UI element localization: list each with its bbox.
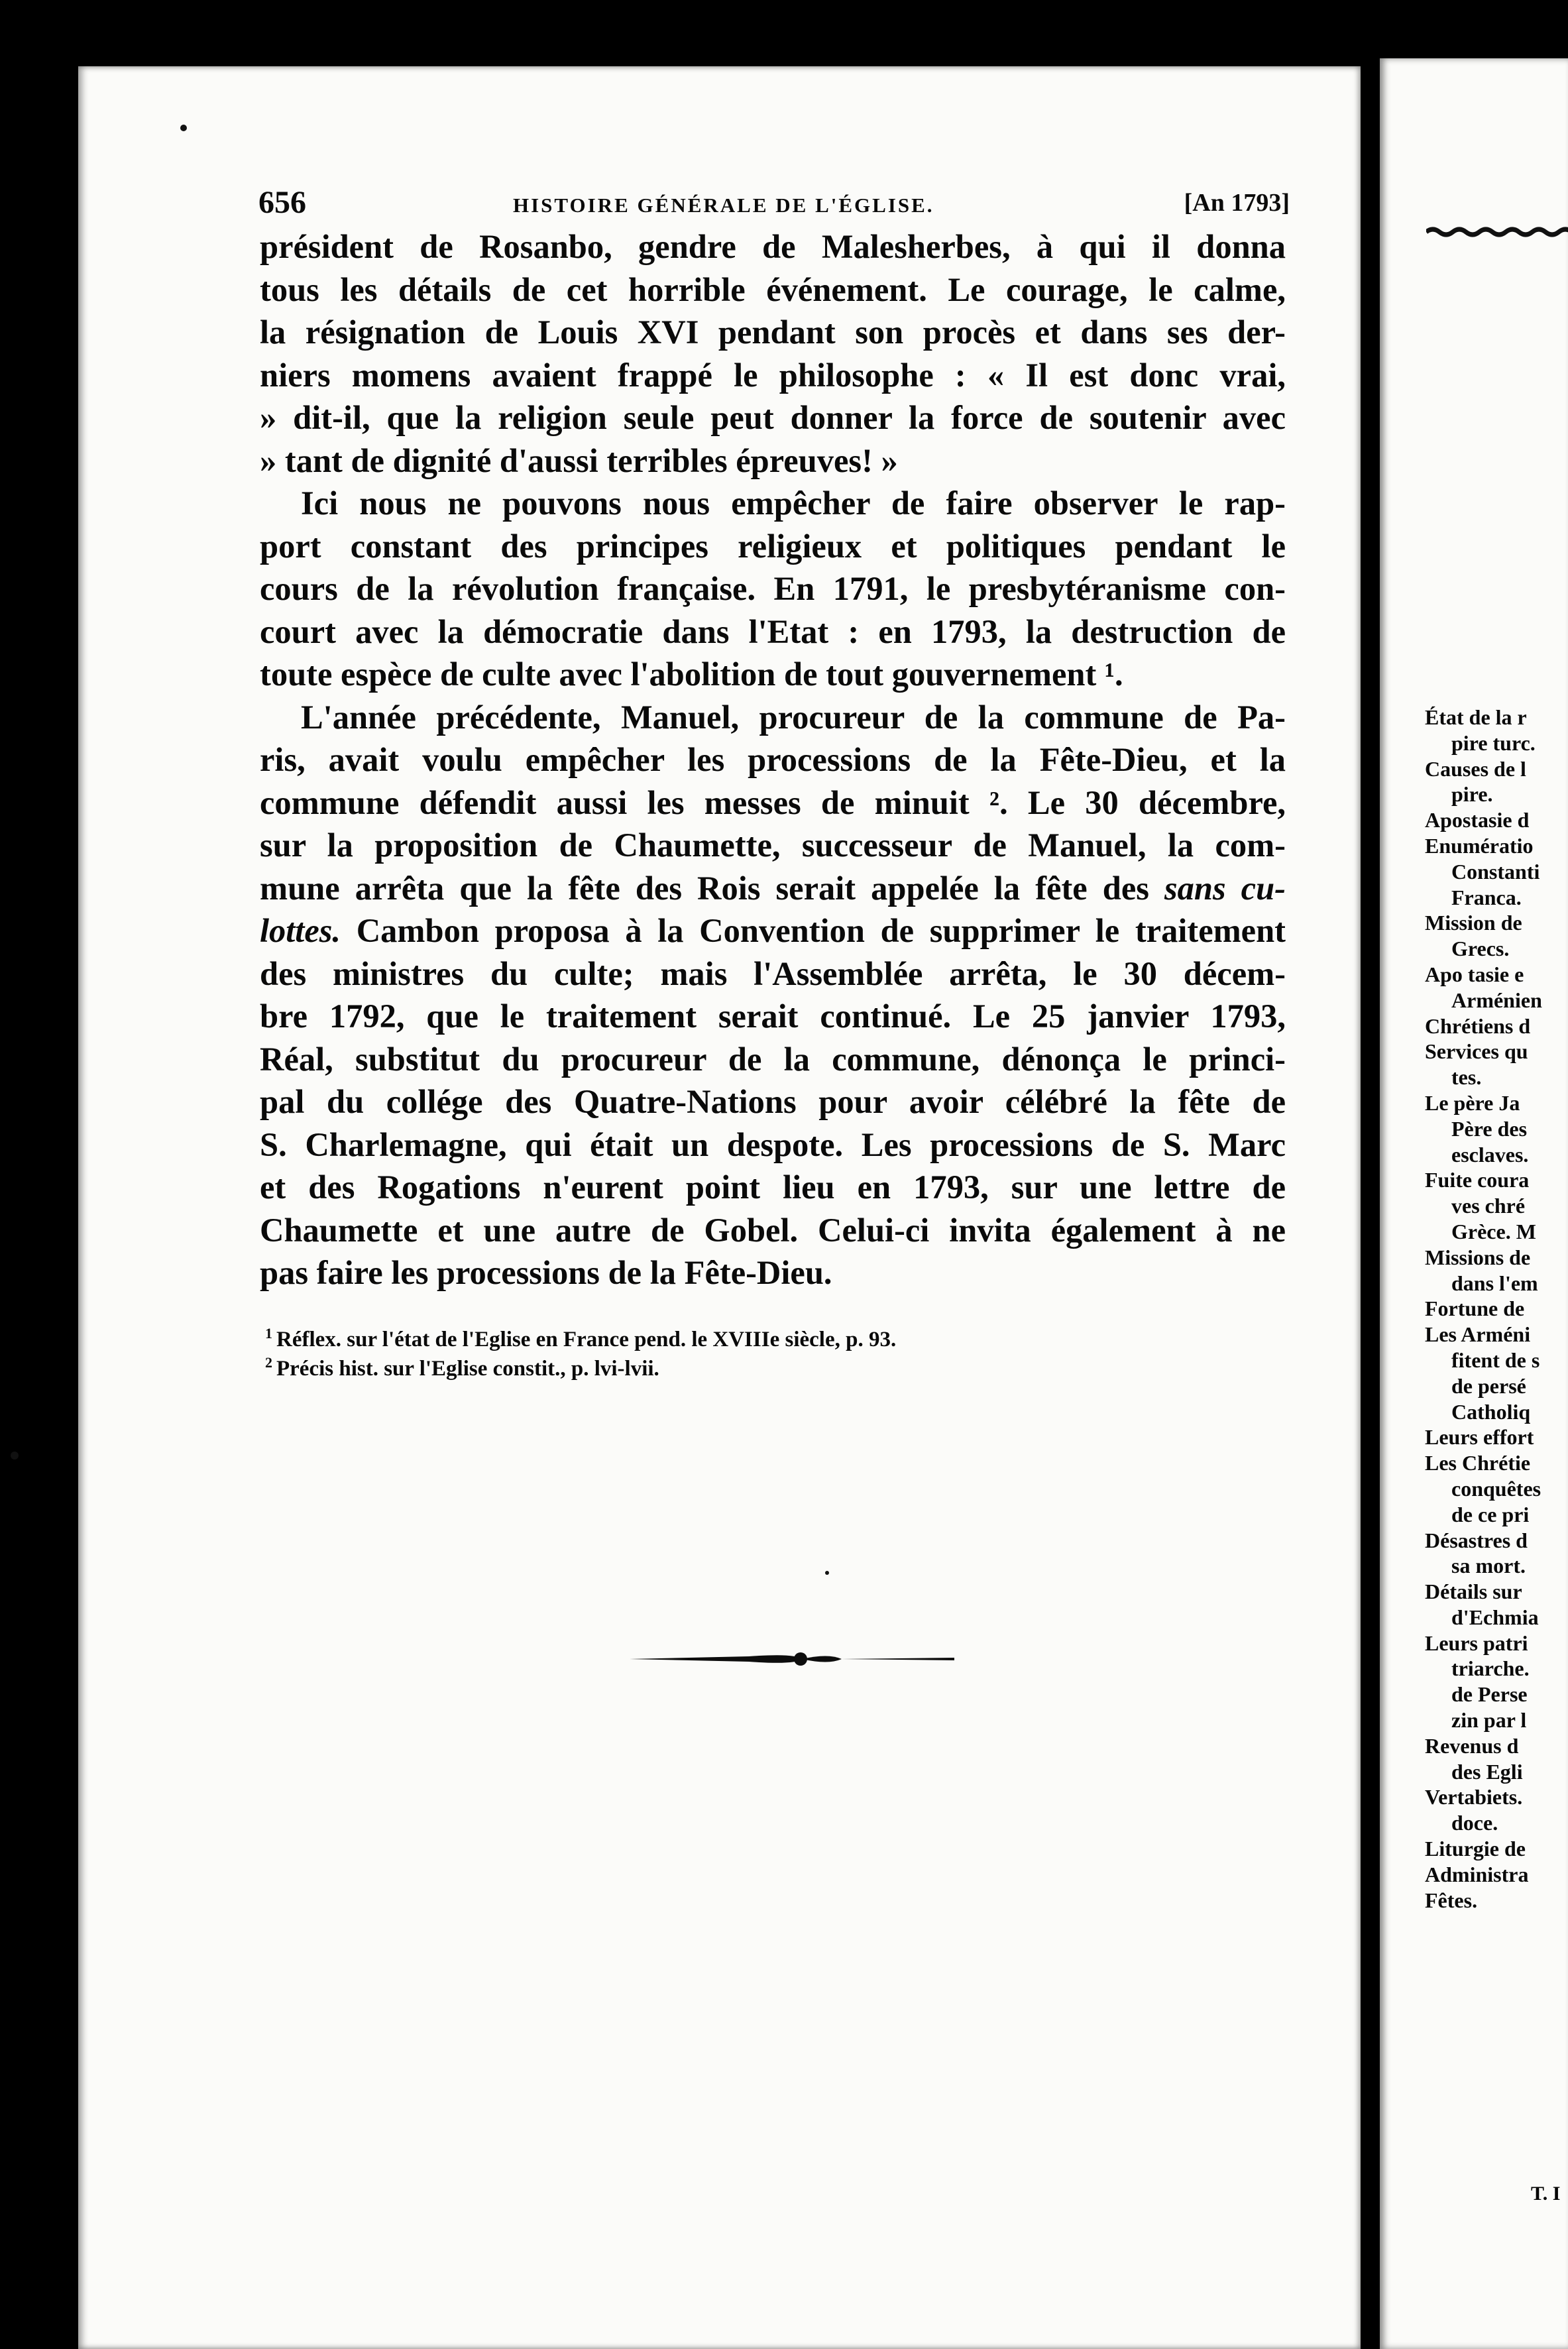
toc-entry: dans l'em [1451, 1271, 1538, 1295]
right-page-fragment [1380, 58, 1568, 2349]
footnote-mark: 2 [265, 1354, 272, 1371]
body-line: S. Charlemagne, qui était un despote. Les processions de S. Marc [260, 1125, 1286, 1163]
end-ornament-rule [630, 1649, 961, 1669]
footnote-text: Réflex. sur l'état de l'Eglise en France pend. le XVIIIe siècle, p. 93. [276, 1328, 897, 1351]
toc-entry: pire turc. [1451, 730, 1536, 755]
toc-entry: d'Echmia [1451, 1605, 1539, 1629]
toc-entry: zin par l [1451, 1708, 1527, 1733]
body-line: lottes. Cambon proposa à la Convention de supprimer le traitement [260, 912, 1286, 949]
toc-entry: conquêtes [1451, 1476, 1541, 1501]
footnote [265, 1348, 1259, 1381]
footnotes [265, 1319, 1259, 1381]
toc-entry: Fuite coura [1425, 1168, 1530, 1192]
body-line: et des Rogations n'eurent point lieu en 1793, sur une lettre de [260, 1169, 1286, 1206]
specks [11, 1452, 19, 1460]
specks [825, 1571, 829, 1575]
body-line: Ici nous ne pouvons nous empêcher de faire observer le rap- [301, 485, 1286, 522]
body-line: L'année précédente, Manuel, procureur de la commune de Pa- [301, 698, 1286, 736]
toc-entry: Apo tasie e [1425, 962, 1524, 986]
body-line: des ministres du culte; mais l'Assemblée arrêta, le 30 décem- [260, 954, 1286, 992]
body-line: cours de la révolution française. En 1791, le presbytéranisme con- [260, 570, 1286, 607]
running-header [258, 184, 1290, 227]
toc-entry: Administra [1425, 1862, 1529, 1886]
toc-entry: Grèce. M [1451, 1219, 1536, 1243]
body-line: président de Rosanbo, gendre de Malesherbes, à qui il donna [260, 228, 1286, 265]
right-page-rule-ornament [1426, 224, 1568, 240]
body-line: » tant de dignité d'aussi terribles épreuves! » [260, 441, 898, 479]
toc-entry: Désastres d [1425, 1528, 1528, 1552]
body-line: niers momens avaient frappé le philosophe : « Il est donc vrai, [260, 356, 1286, 394]
toc-entry: Leurs effort [1425, 1425, 1534, 1450]
toc-entry: Services qu [1425, 1039, 1528, 1064]
toc-entry: Leurs patri [1425, 1631, 1528, 1655]
footnote [265, 1319, 1259, 1351]
body-line: court avec la démocratie dans l'Etat : en 1793, la destruction de [260, 612, 1286, 650]
toc-entry: Vertabiets. [1425, 1785, 1523, 1809]
running-title: HISTOIRE GÉNÉRALE DE L'ÉGLISE. [513, 194, 934, 217]
body-line: Réal, substitut du procureur de la commune, dénonça le princi- [260, 1040, 1286, 1078]
year-bracket: [An 1793] [1184, 189, 1290, 217]
body-line: pal du collége des Quatre-Nations pour avoir célébré la fête de [260, 1083, 1286, 1120]
toc-entry: Père des [1451, 1116, 1528, 1141]
toc-entry: Apostasie d [1425, 808, 1530, 832]
toc-entry: Franca. [1451, 885, 1522, 909]
toc-entry: Arménien [1451, 988, 1542, 1012]
body-line: la résignation de Louis XVI pendant son procès et dans ses der- [260, 314, 1286, 351]
body-line: toute espèce de culte avec l'abolition de tout gouvernement ¹. [260, 656, 1123, 693]
toc-entry: pire. [1451, 782, 1493, 807]
footnote-text: Précis hist. sur l'Eglise constit., p. lvi-lvii. [276, 1357, 659, 1381]
toc-entry: Fêtes. [1425, 1888, 1478, 1912]
toc-entry: sa mort. [1451, 1554, 1526, 1578]
toc-entry: esclaves. [1451, 1142, 1529, 1167]
body-line: port constant des principes religieux et politiques pendant le [260, 527, 1286, 565]
toc-entry: Détails sur [1425, 1579, 1522, 1604]
body-line: » dit-il, que la religion seule peut donner la force de soutenir avec [260, 399, 1286, 436]
body-line: tous les détails de cet horrible événement. Le courage, le calme, [260, 270, 1286, 308]
toc-entry: Le père Ja [1425, 1090, 1520, 1115]
body-line: sur la proposition de Chaumette, successeur de Manuel, la com- [260, 827, 1286, 864]
toc-entry: Grecs. [1451, 937, 1510, 961]
toc-entry: Causes de l [1425, 756, 1526, 781]
body-line: bre 1792, que le traitement serait continué. Le 25 janvier 1793, [260, 998, 1286, 1035]
toc-entry: Catholiq [1451, 1399, 1531, 1424]
body-line: ris, avait voulu empêcher les processions de la Fête-Dieu, et la [260, 741, 1286, 778]
toc-entry: Chrétiens d [1425, 1013, 1531, 1038]
body-line: Chaumette et une autre de Gobel. Celui-ci invita également à ne [260, 1211, 1286, 1249]
toc-entry: Liturgie de [1425, 1837, 1526, 1861]
toc-entry: État de la r [1425, 705, 1527, 729]
toc-entry: Les Arméni [1425, 1322, 1531, 1347]
toc-entry: doce. [1451, 1811, 1498, 1835]
toc-entry: Revenus d [1425, 1733, 1519, 1758]
toc-entry: de persé [1451, 1373, 1526, 1398]
toc-entry: fitent de s [1451, 1347, 1540, 1372]
specks [180, 125, 187, 131]
page-number: 656 [258, 185, 306, 220]
body-line: mune arrêta que la fête des Rois serait appelée la fête des sans cu- [260, 869, 1286, 907]
body-line: commune défendit aussi les messes de minuit ². Le 30 décembre, [260, 783, 1286, 821]
toc-entry: Les Chrétie [1425, 1451, 1531, 1475]
toc-entry: Constanti [1451, 859, 1540, 884]
toc-entry: de Perse [1451, 1682, 1528, 1707]
right-page-signature: T. I [1531, 2183, 1561, 2205]
footnote-mark: 1 [265, 1325, 272, 1342]
toc-entry: tes. [1451, 1065, 1482, 1090]
body-text [260, 225, 1286, 1294]
toc-entry: Mission de [1425, 911, 1522, 935]
body-line: pas faire les processions de la Fête-Dieu. [260, 1254, 832, 1291]
toc-entry: Fortune de [1425, 1296, 1525, 1321]
toc-entry: triarche. [1451, 1656, 1530, 1681]
toc-entry: de ce pri [1451, 1502, 1530, 1526]
toc-entry: ves chré [1451, 1194, 1526, 1218]
right-page-table-of-contents [1425, 705, 1568, 1913]
toc-entry: Missions de [1425, 1245, 1531, 1269]
toc-entry: des Egli [1451, 1759, 1523, 1784]
toc-entry: Enumératio [1425, 833, 1534, 858]
